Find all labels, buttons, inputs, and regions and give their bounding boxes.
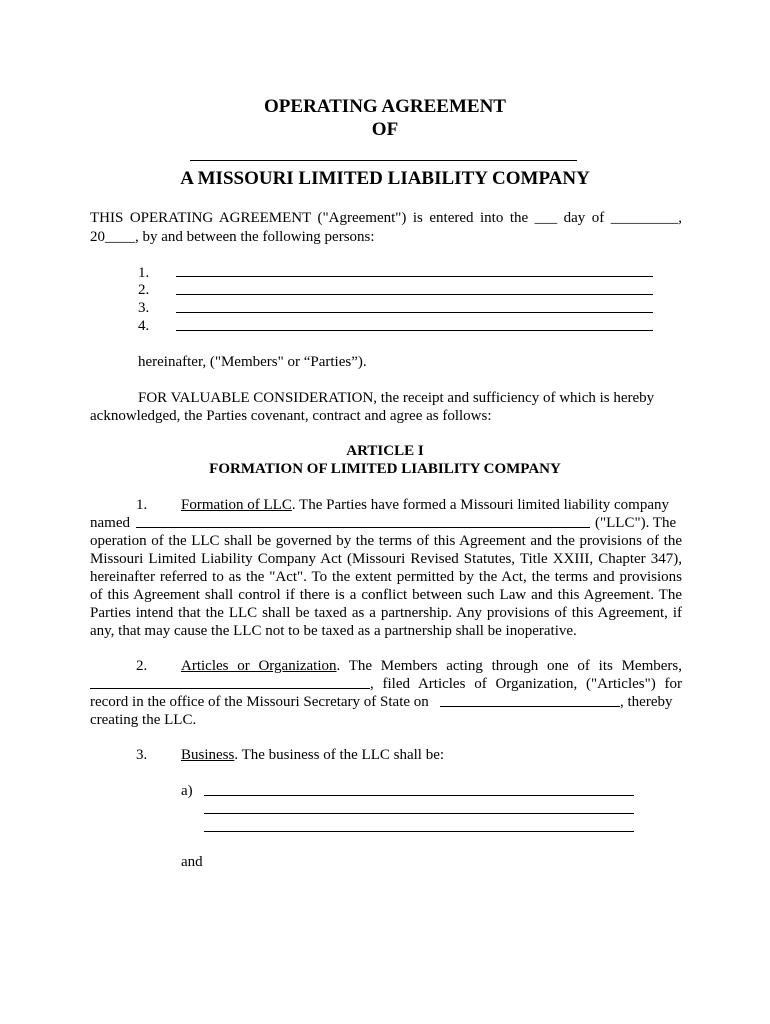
section-1-line: hereinafter referred to as the "Act". To the extent permitted by the Act, the terms and provisions <box>90 569 682 585</box>
section-3-number: 3. <box>136 747 148 763</box>
section-1-heading <box>181 496 669 514</box>
title-line-1: OPERATING AGREEMENT <box>264 96 506 117</box>
section-2-line-2-tail: , filed Articles of Organization, ("Articles") for <box>370 676 682 692</box>
consideration-line-1: FOR VALUABLE CONSIDERATION, the receipt and sufficiency of which is hereby <box>138 390 655 406</box>
member-number-4: 4. <box>138 318 150 334</box>
article-number: ARTICLE I <box>346 443 424 459</box>
consideration-line-2: acknowledged, the Parties covenant, contract and agree as follows: <box>90 408 492 424</box>
section-1-title: Formation of LLC <box>181 497 292 513</box>
section-2-line-3-tail: , thereby <box>620 694 673 710</box>
member-2-blank[interactable] <box>176 294 653 295</box>
section-3-heading <box>181 746 444 764</box>
section-2-heading <box>181 657 682 675</box>
llc-name-blank[interactable] <box>136 527 590 528</box>
section-1-line: any, that may cause the LLC not to be taxed as a partnership shall be inoperative. <box>90 623 577 639</box>
section-2-line-4: creating the LLC. <box>90 712 197 728</box>
member-number-1: 1. <box>138 265 150 281</box>
business-item-a-blank-2[interactable] <box>204 813 634 814</box>
article-heading: FORMATION OF LIMITED LIABILITY COMPANY <box>209 461 561 477</box>
section-1-title-rest: . The Parties have formed a Missouri limited liability company <box>291 497 669 513</box>
section-2-line-3-head: record in the office of the Missouri Secretary of State on <box>90 694 429 710</box>
member-number-3: 3. <box>138 300 150 316</box>
section-1-line: operation of the LLC shall be governed by the terms of this Agreement and the provisions of the <box>90 533 682 549</box>
and-text: and <box>181 854 203 870</box>
hereinafter-text: hereinafter, ("Members" or “Parties”). <box>138 354 367 370</box>
section-2-title-rest: . The Members acting through one of its Members, <box>336 658 682 674</box>
member-4-blank[interactable] <box>176 330 653 331</box>
section-1-number: 1. <box>136 497 148 513</box>
filing-date-blank[interactable] <box>440 706 620 707</box>
section-1-line: Parties intend that the LLC shall be taxed as a partnership. Any provisions of this Agreement, if <box>90 605 682 621</box>
title-line-3: A MISSOURI LIMITED LIABILITY COMPANY <box>180 168 590 189</box>
intro-line-2: 20____, by and between the following persons: <box>90 229 375 245</box>
section-1-named-label: named <box>90 515 130 531</box>
section-3-title-rest: . The business of the LLC shall be: <box>234 747 445 763</box>
business-item-a-blank-3[interactable] <box>204 831 634 832</box>
member-3-blank[interactable] <box>176 312 653 313</box>
section-1-named-tail: ("LLC"). The <box>595 515 677 531</box>
title-line-2: OF <box>371 119 399 140</box>
section-3-title: Business <box>181 747 235 763</box>
intro-line-1: THIS OPERATING AGREEMENT ("Agreement") is entered into the ___ day of _________, <box>90 210 682 226</box>
section-1-line: Missouri Limited Liability Company Act (Missouri Revised Statutes, Title XXIII, Chapter 347), <box>90 551 682 567</box>
section-1-line: of this Agreement shall control if there is a conflict between such Law and this Agreement. The <box>90 587 682 603</box>
member-1-blank[interactable] <box>176 276 653 277</box>
business-item-a-label: a) <box>181 783 193 799</box>
business-item-a-blank-1[interactable] <box>204 795 634 796</box>
member-number-2: 2. <box>138 282 150 298</box>
company-name-blank[interactable] <box>190 160 577 161</box>
section-2-number: 2. <box>136 658 148 674</box>
member-filer-blank[interactable] <box>90 688 370 689</box>
section-2-title: Articles or Organization <box>181 658 337 674</box>
